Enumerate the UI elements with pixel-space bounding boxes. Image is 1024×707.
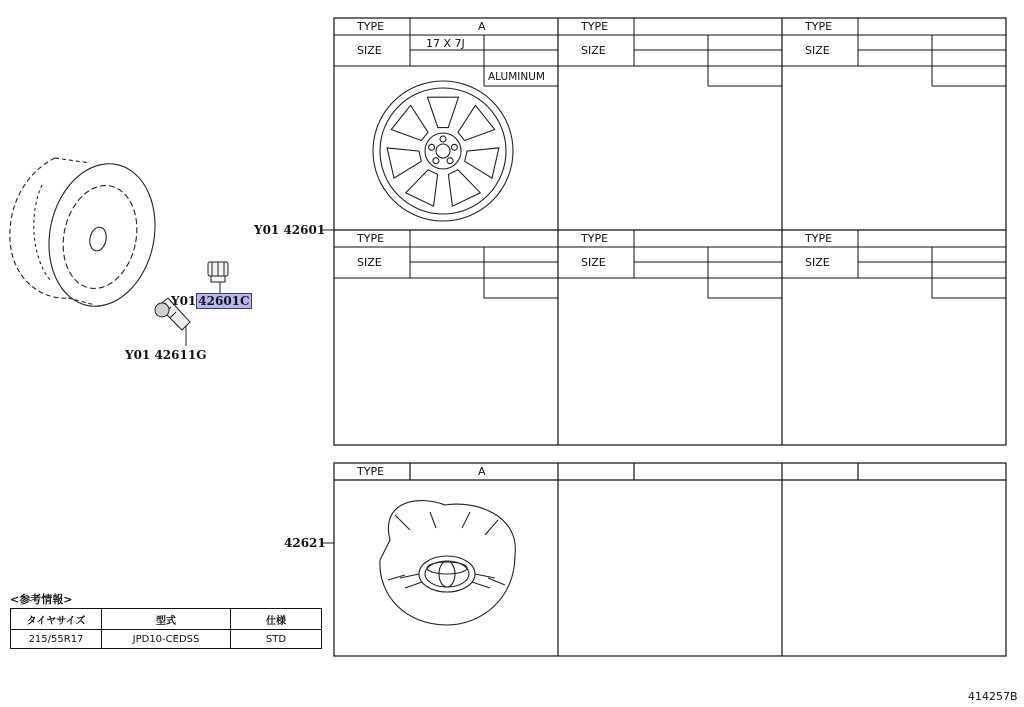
ref-cell-spec: STD — [231, 630, 322, 649]
cap-grid — [334, 463, 1006, 656]
wheel-cell-3-type-label: TYPE — [357, 232, 385, 245]
part-number-cap[interactable]: 42621 — [284, 536, 326, 550]
reference-title: <参考情報> — [10, 593, 73, 606]
alloy-wheel-illustration — [373, 81, 513, 221]
wheel-cell-5-type-label: TYPE — [805, 232, 833, 245]
ref-cell-model: JPD10-CEDSS — [102, 630, 231, 649]
ref-header-model: 型式 — [102, 609, 231, 630]
wheel-cell-1-type-label: TYPE — [581, 20, 609, 33]
wheel-cell-0-size-value: 17 X 7J — [426, 37, 465, 50]
reference-table — [10, 608, 322, 649]
cap-cell-0-type-label: TYPE — [357, 465, 385, 478]
part-number-nut-prefix: Y01 — [171, 294, 197, 308]
wheel-cell-0-type-value: A — [478, 20, 486, 33]
wheel-cap-illustration — [380, 501, 515, 625]
ref-header-tire-size: タイヤサイズ — [11, 609, 102, 630]
ref-header-spec: 仕様 — [231, 609, 322, 630]
wheel-cell-1-size-label: SIZE — [581, 44, 606, 57]
wheel-cell-2-size-label: SIZE — [805, 44, 830, 57]
diagram-id: 414257B — [968, 690, 1018, 703]
part-number-wheel[interactable]: Y01 42601 — [254, 223, 326, 237]
tire-illustration — [10, 154, 168, 316]
wheel-cell-0-size-label: SIZE — [357, 44, 382, 57]
leader-lines — [320, 230, 334, 543]
part-number-nut-code[interactable]: 42601C — [198, 294, 250, 308]
wheel-cell-3-size-label: SIZE — [357, 256, 382, 269]
wheel-cell-4-size-label: SIZE — [581, 256, 606, 269]
wheel-cell-0-type-label: TYPE — [357, 20, 385, 33]
wheel-cell-0-material-value: ALUMINUM — [488, 71, 545, 83]
wheel-cell-4-type-label: TYPE — [581, 232, 609, 245]
ref-cell-tire-size: 215/55R17 — [11, 630, 102, 649]
lug-nut-icon — [208, 262, 228, 293]
part-number-valve[interactable]: Y01 42611G — [125, 348, 207, 362]
wheel-cell-2-type-label: TYPE — [805, 20, 833, 33]
part-number-nut[interactable] — [171, 294, 252, 308]
cap-cell-0-type-value: A — [478, 465, 486, 478]
wheel-cell-5-size-label: SIZE — [805, 256, 830, 269]
wheel-grid — [334, 18, 1006, 445]
